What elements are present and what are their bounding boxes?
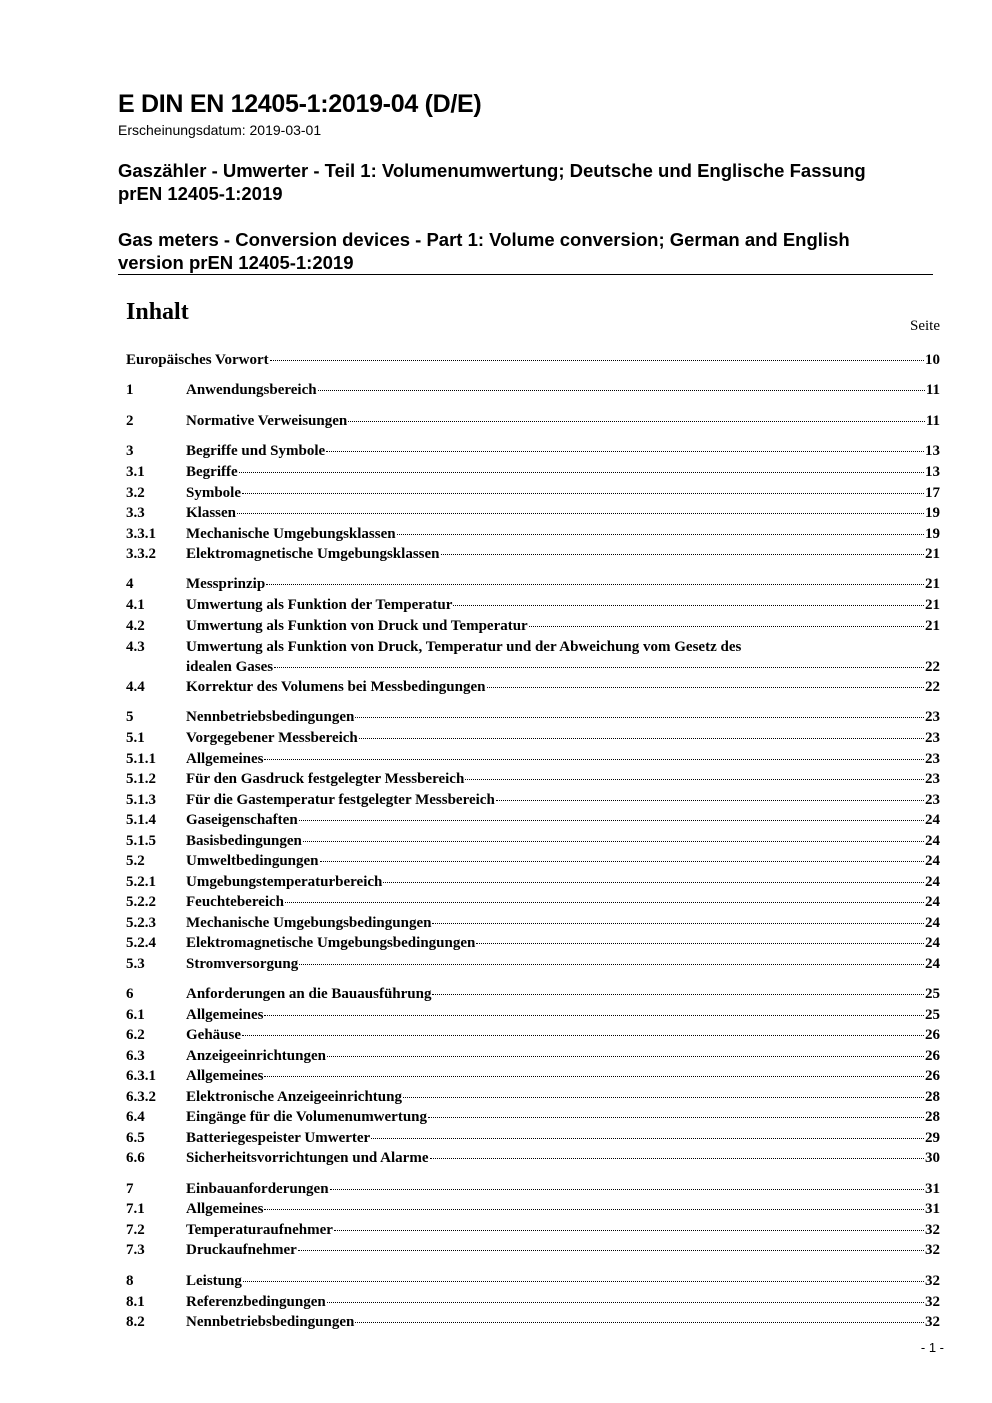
toc-entry[interactable] <box>126 810 940 830</box>
toc-dot-leader <box>441 553 925 555</box>
toc-entry-title: Anzeigeeinrichtungen <box>186 1048 326 1064</box>
toc-entry-page: 26 <box>925 1027 940 1043</box>
toc-entry[interactable] <box>126 790 940 810</box>
toc-entry[interactable] <box>126 411 940 431</box>
toc-entry-page: 25 <box>925 986 940 1002</box>
toc-entry-number: 5 <box>126 709 134 725</box>
toc-entry-number: 5.2.3 <box>126 915 156 931</box>
toc-entry-page: 22 <box>925 679 940 695</box>
toc-entry[interactable] <box>126 749 940 769</box>
toc-dot-leader <box>383 881 924 883</box>
toc-entry-number: 6.3 <box>126 1048 145 1064</box>
toc-entry[interactable] <box>126 441 940 461</box>
page-column-label: Seite <box>910 318 940 334</box>
toc-entry-number: 4.3 <box>126 639 145 655</box>
toc-entry-page: 19 <box>925 526 940 542</box>
toc-dot-leader <box>371 1137 924 1139</box>
toc-entry-page: 32 <box>925 1242 940 1258</box>
toc-entry[interactable] <box>126 1025 940 1045</box>
toc-entry[interactable] <box>126 707 940 727</box>
toc-entry[interactable] <box>126 503 940 523</box>
toc-dot-leader <box>264 1075 924 1077</box>
toc-entry-page: 17 <box>925 485 940 501</box>
toc-entry-number: 6.3.1 <box>126 1068 156 1084</box>
title-german-line-2: prEN 12405-1:2019 <box>118 183 283 204</box>
header-divider <box>118 274 933 275</box>
toc-dot-leader <box>432 922 924 924</box>
toc-entry-page: 19 <box>925 505 940 521</box>
toc-entry-number: 5.2.4 <box>126 935 156 951</box>
toc-entry-number: 6.2 <box>126 1027 145 1043</box>
toc-entry-title: Für die Gastemperatur festgelegter Messbereich <box>186 792 495 808</box>
toc-entry[interactable] <box>126 892 940 912</box>
toc-entry-title: Gehäuse <box>186 1027 242 1043</box>
toc-entry-page: 13 <box>925 443 940 459</box>
toc-entry-number: 7.3 <box>126 1242 145 1258</box>
toc-entry-page: 21 <box>925 576 940 592</box>
toc-entry[interactable] <box>126 1107 940 1127</box>
toc-entry-number: 6.3.2 <box>126 1089 156 1105</box>
toc-dot-leader <box>465 778 924 780</box>
toc-entry-number: 1 <box>126 382 134 398</box>
toc-entry-title: Leistung <box>186 1273 242 1289</box>
toc-entry-page: 28 <box>925 1109 940 1125</box>
toc-entry-number: 3.1 <box>126 464 145 480</box>
toc-entry-number: 3.2 <box>126 485 145 501</box>
toc-entry-number: 4 <box>126 576 134 592</box>
toc-entry[interactable] <box>126 1240 940 1260</box>
toc-entry-page: 26 <box>925 1068 940 1084</box>
toc-dot-leader <box>359 737 924 739</box>
toc-entry[interactable] <box>126 524 940 544</box>
toc-entry-title: Mechanische Umgebungsbedingungen <box>186 915 432 931</box>
toc-entry-title: Anforderungen an die Bauausführung <box>186 986 432 1002</box>
toc-entry-number: 4.2 <box>126 618 145 634</box>
toc-entry[interactable] <box>126 728 940 748</box>
toc-entry-number: 8 <box>126 1273 134 1289</box>
toc-entry-title: Umweltbedingungen <box>186 853 319 869</box>
toc-entry-page: 21 <box>925 597 940 613</box>
toc-entry-title: Umwertung als Funktion von Druck und Temperatur <box>186 618 528 634</box>
toc-entry[interactable] <box>126 984 940 1004</box>
title-german <box>118 159 948 205</box>
toc-entry-title: Korrektur des Volumens bei Messbedingungen <box>186 679 486 695</box>
toc-entry-number: 5.1.1 <box>126 751 156 767</box>
toc-entry-page: 31 <box>925 1201 940 1217</box>
toc-entry-number: 5.2.2 <box>126 894 156 910</box>
toc-entry[interactable] <box>126 1005 940 1025</box>
toc-entry-number: 6.1 <box>126 1007 145 1023</box>
toc-entry-page: 32 <box>925 1314 940 1330</box>
toc-entry[interactable] <box>126 1148 940 1168</box>
toc-entry[interactable] <box>126 831 940 851</box>
toc-entry-page: 24 <box>925 812 940 828</box>
toc-entry-number: 4.1 <box>126 597 145 613</box>
toc-entry-number: 7 <box>126 1181 134 1197</box>
toc-entry-title: Für den Gasdruck festgelegter Messbereich <box>186 771 465 787</box>
toc-entry[interactable] <box>126 851 940 871</box>
toc-dot-leader <box>264 758 924 760</box>
toc-entry-page: 26 <box>925 1048 940 1064</box>
toc-entry-title: Gaseigenschaften <box>186 812 298 828</box>
toc-entry[interactable] <box>126 462 940 482</box>
toc-dot-leader <box>430 1157 925 1159</box>
toc-dot-leader <box>299 963 924 965</box>
toc-dot-leader <box>243 1280 924 1282</box>
toc-entry-number: 6.5 <box>126 1130 145 1146</box>
toc-entry-title: Symbole <box>186 485 242 501</box>
toc-entry-page: 11 <box>925 413 940 429</box>
toc-entry-page: 24 <box>925 956 940 972</box>
toc-entry-page: 23 <box>925 792 940 808</box>
toc-entry-page: 25 <box>925 1007 940 1023</box>
footer-page-number: - 1 - <box>920 1340 944 1355</box>
toc-entry[interactable] <box>126 933 940 953</box>
toc-entry-page: 32 <box>925 1294 940 1310</box>
toc-dot-leader <box>403 1096 924 1098</box>
toc-entry[interactable] <box>126 677 940 697</box>
toc-dot-leader <box>453 604 924 606</box>
toc-entry[interactable] <box>126 1292 940 1312</box>
toc-entry-title: Umgebungstemperaturbereich <box>186 874 383 890</box>
toc-entry-title: Elektronische Anzeigeeinrichtung <box>186 1089 402 1105</box>
toc-entry-title: Stromversorgung <box>186 956 299 972</box>
toc-entry-number: 8.1 <box>126 1294 145 1310</box>
toc-dot-leader <box>330 1188 924 1190</box>
toc-dot-leader <box>355 1321 924 1323</box>
toc-entry-title: Begriffe und Symbole <box>186 443 326 459</box>
toc-entry-page: 24 <box>925 935 940 951</box>
toc-entry-title: Einbauanforderungen <box>186 1181 329 1197</box>
toc-dot-leader <box>303 840 924 842</box>
toc-entry-number: 5.1 <box>126 730 145 746</box>
toc-entry-number: 5.1.4 <box>126 812 156 828</box>
document-title: E DIN EN 12405-1:2019-04 (D/E) <box>118 90 482 118</box>
toc-entry[interactable] <box>126 1312 940 1332</box>
toc-entry-number: 6 <box>126 986 134 1002</box>
title-english-line-1: Gas meters - Conversion devices - Part 1: Volume conversion; German and English <box>118 229 850 250</box>
toc-entry[interactable] <box>126 544 940 564</box>
toc-entry-page: 24 <box>925 894 940 910</box>
toc-entry[interactable] <box>126 954 940 974</box>
toc-entry-page: 10 <box>925 352 940 368</box>
toc-entry-title: Allgemeines <box>186 751 264 767</box>
toc-entry-title: idealen Gases <box>186 659 274 675</box>
toc-entry-number: 5.2 <box>126 853 145 869</box>
toc-entry[interactable] <box>126 1128 940 1148</box>
toc-entry-number: 3.3.1 <box>126 526 156 542</box>
title-english <box>118 228 948 274</box>
toc-entry-page: 23 <box>925 709 940 725</box>
toc-entry-page: 24 <box>925 833 940 849</box>
title-german-line-1: Gaszähler - Umwerter - Teil 1: Volumenumwertung; Deutsche und Englische Fassung <box>118 160 866 181</box>
toc-entry-title: Normative Verweisungen <box>186 413 348 429</box>
toc-entry-page: 29 <box>925 1130 940 1146</box>
toc-entry-number: 3.3.2 <box>126 546 156 562</box>
toc-entry-page: 31 <box>925 1181 940 1197</box>
toc-entry-title: Sicherheitsvorrichtungen und Alarme <box>186 1150 429 1166</box>
toc-entry-page: 23 <box>925 730 940 746</box>
toc-entry-page: 24 <box>925 915 940 931</box>
toc-entry-title: Batteriegespeister Umwerter <box>186 1130 371 1146</box>
toc-entry-page: 11 <box>925 382 940 398</box>
toc-dot-leader <box>428 1116 924 1118</box>
toc-dot-leader <box>320 860 924 862</box>
toc-entry-title: Feuchtebereich <box>186 894 285 910</box>
toc-entry-number: 7.1 <box>126 1201 145 1217</box>
toc-entry-title: Elektromagnetische Umgebungsklassen <box>186 546 440 562</box>
toc-dot-leader <box>242 492 924 494</box>
toc-dot-leader <box>318 389 925 391</box>
toc-entry-page: 23 <box>925 751 940 767</box>
toc-entry-title: Messprinzip <box>186 576 266 592</box>
toc-dot-leader <box>266 583 924 585</box>
toc-entry-title: Elektromagnetische Umgebungsbedingungen <box>186 935 476 951</box>
toc-entry-title: Nennbetriebsbedingungen <box>186 709 355 725</box>
toc-entry[interactable] <box>126 769 940 789</box>
toc-entry-number: 5.2.1 <box>126 874 156 890</box>
toc-entry-title: Allgemeines <box>186 1007 264 1023</box>
toc-dot-leader <box>264 1014 924 1016</box>
toc-dot-leader <box>285 901 924 903</box>
toc-dot-leader <box>327 1055 924 1057</box>
toc-entry-page: 32 <box>925 1222 940 1238</box>
toc-entry[interactable] <box>126 350 940 370</box>
toc-entry-title: Basisbedingungen <box>186 833 302 849</box>
toc-entry-title: Begriffe <box>186 464 238 480</box>
title-english-line-2: version prEN 12405-1:2019 <box>118 252 354 273</box>
toc-entry[interactable] <box>126 1271 940 1291</box>
toc-entry[interactable] <box>126 1199 940 1219</box>
toc-entry-number: 4.4 <box>126 679 145 695</box>
toc-entry-title: Temperaturaufnehmer <box>186 1222 333 1238</box>
toc-dot-leader <box>274 666 924 668</box>
toc-dot-leader <box>432 993 924 995</box>
toc-dot-leader <box>327 1301 924 1303</box>
toc-entry-page: 22 <box>925 659 940 675</box>
toc-entry-number: 5.3 <box>126 956 145 972</box>
toc-dot-leader <box>299 819 924 821</box>
toc-entry-number: 3.3 <box>126 505 145 521</box>
toc-entry-title: Mechanische Umgebungsklassen <box>186 526 396 542</box>
toc-entry-number: 5.1.2 <box>126 771 156 787</box>
toc-entry-page: 30 <box>925 1150 940 1166</box>
toc-heading: Inhalt <box>126 299 189 325</box>
toc-entry-page: 23 <box>925 771 940 787</box>
toc-entry[interactable] <box>126 1179 940 1199</box>
toc-entry-title: Eingänge für die Volumenumwertung <box>186 1109 428 1125</box>
toc-entry-page: 21 <box>925 618 940 634</box>
toc-entry-number: 3 <box>126 443 134 459</box>
toc-dot-leader <box>355 716 924 718</box>
toc-entry-title: Anwendungsbereich <box>186 382 317 398</box>
toc-entry[interactable] <box>126 595 940 615</box>
toc-entry-number: 2 <box>126 413 134 429</box>
toc-entry-number: 6.6 <box>126 1150 145 1166</box>
toc-dot-leader <box>496 799 924 801</box>
toc-dot-leader <box>264 1208 924 1210</box>
toc-entry[interactable] <box>126 872 940 892</box>
toc-entry-title: Vorgegebener Messbereich <box>186 730 358 746</box>
toc-dot-leader <box>239 471 924 473</box>
toc-entry[interactable] <box>126 1220 940 1240</box>
toc-entry-page: 21 <box>925 546 940 562</box>
toc-entry-title: Referenzbedingungen <box>186 1294 326 1310</box>
toc-dot-leader <box>298 1249 924 1251</box>
toc-dot-leader <box>476 942 924 944</box>
toc-entry-number: 5.1.3 <box>126 792 156 808</box>
toc-entry[interactable] <box>126 616 940 636</box>
toc-dot-leader <box>242 1034 924 1036</box>
toc-entry-title: Umwertung als Funktion der Temperatur <box>186 597 453 613</box>
toc-entry-number: 5.1.5 <box>126 833 156 849</box>
toc-entry-page: 32 <box>925 1273 940 1289</box>
publication-date: Erscheinungsdatum: 2019-03-01 <box>118 122 322 138</box>
toc-entry-title-line-1: Umwertung als Funktion von Druck, Temperatur und der Abweichung vom Gesetz des <box>186 639 742 655</box>
toc-dot-leader <box>326 450 924 452</box>
toc-entry-title: Europäisches Vorwort <box>126 352 269 368</box>
toc-dot-leader <box>529 625 924 627</box>
toc-entry-page: 28 <box>925 1089 940 1105</box>
toc-entry[interactable] <box>126 483 940 503</box>
toc-entry-title: Druckaufnehmer <box>186 1242 297 1258</box>
toc-entry[interactable] <box>126 380 940 400</box>
toc-entry[interactable] <box>126 1066 940 1086</box>
toc-dot-leader <box>348 420 925 422</box>
toc-entry-title: Nennbetriebsbedingungen <box>186 1314 355 1330</box>
toc-dot-leader <box>334 1229 924 1231</box>
toc-entry-page: 24 <box>925 874 940 890</box>
toc-entry-number: 8.2 <box>126 1314 145 1330</box>
toc-entry[interactable] <box>126 913 940 933</box>
toc-entry[interactable] <box>126 574 940 594</box>
toc-entry-number: 6.4 <box>126 1109 145 1125</box>
toc-entry-title: Klassen <box>186 505 237 521</box>
toc-entry-title: Allgemeines <box>186 1068 264 1084</box>
toc-entry-number: 7.2 <box>126 1222 145 1238</box>
toc-dot-leader <box>270 359 924 361</box>
toc-entry[interactable] <box>126 1046 940 1066</box>
toc-entry-title: Allgemeines <box>186 1201 264 1217</box>
toc-entry-page: 13 <box>925 464 940 480</box>
toc-entry-page: 24 <box>925 853 940 869</box>
toc-dot-leader <box>487 686 925 688</box>
toc-dot-leader <box>237 512 924 514</box>
toc-entry[interactable] <box>126 637 940 677</box>
toc-entry[interactable] <box>126 1087 940 1107</box>
toc-dot-leader <box>397 533 924 535</box>
